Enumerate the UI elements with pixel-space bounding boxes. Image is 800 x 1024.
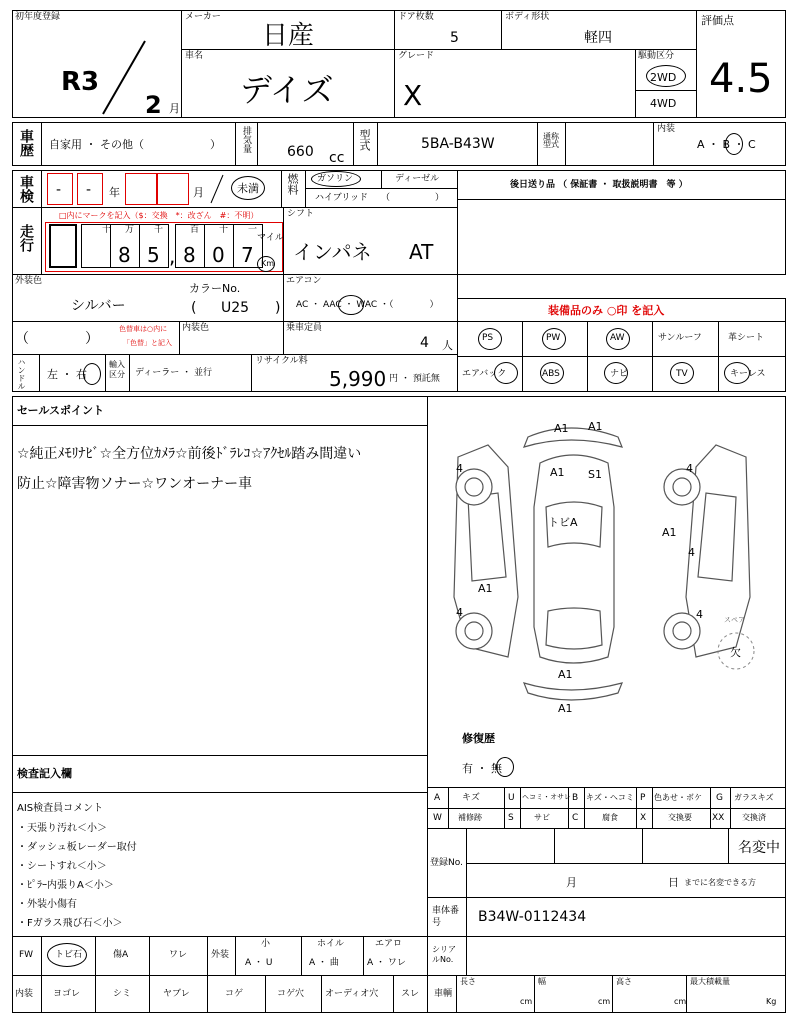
first-reg-label: 初年度登録 — [15, 12, 61, 22]
usage: 自家用 ・ その他（ ） — [49, 138, 221, 151]
equip-pw: PW — [546, 333, 561, 343]
mark: A1 — [588, 420, 603, 433]
interior-grades: A ・ B ・ C — [697, 138, 756, 151]
car-name: デイズ — [240, 71, 334, 109]
ac-cell — [283, 274, 458, 322]
fw-item: 傷A — [113, 950, 129, 960]
comment-line: ・天張り汚れ＜小＞ — [17, 823, 107, 834]
fw-item: トビ石 — [55, 950, 83, 960]
color-change-note2: 「色替」と記入 — [123, 339, 172, 347]
chassis-label: 車体番号 — [432, 906, 460, 928]
comment-title: AIS検査員コメント — [17, 803, 104, 814]
equip-abs: ABS — [542, 369, 560, 379]
mark: 4 — [688, 546, 695, 559]
registration-box — [427, 828, 786, 898]
import-label: 輸入区分 — [109, 360, 125, 379]
era-year: R3 — [61, 67, 100, 97]
color-no-label: カラーNo. — [189, 282, 241, 295]
equip-tv: TV — [676, 369, 688, 379]
equip-sunroof: サンルーフ — [658, 333, 702, 343]
inspect-month-box2 — [157, 173, 189, 205]
equip-title: 装備品のみ ○印 を記入 — [548, 304, 665, 317]
done-circle — [231, 176, 265, 200]
inspection-title: 検査記入欄 — [17, 767, 72, 780]
repair-label: 修復歴 — [462, 732, 495, 745]
fuel-gas: ガソリン — [317, 174, 354, 184]
fw-row: FW トビ石 傷A ワレ 外装 小 A ・ U ホイル A ・ 曲 エアロ A ・ ワレ — [12, 936, 428, 976]
doors-label: ドア枚数 — [398, 12, 434, 22]
spare-mark: 欠 — [730, 646, 741, 659]
drive-2wd-circle — [646, 65, 686, 87]
equip-title-cell — [457, 298, 786, 322]
grade-cell — [394, 49, 636, 118]
deadline: までに名変できる方 — [684, 878, 756, 887]
mark: A1 — [478, 582, 493, 595]
color-no: U25 — [221, 300, 250, 316]
fuel-other: （ ） — [381, 193, 445, 203]
ext-label: 外装 — [211, 950, 230, 960]
equip-aw: AW — [610, 333, 625, 343]
recycle-fee: 5,990 — [329, 367, 387, 391]
chassis-number: B34W-0112434 — [478, 909, 587, 925]
digit-cell-1: 十 — [81, 224, 111, 268]
color-change-note1: 色替車は○内に — [119, 325, 168, 333]
legend-table: A キズ U ヘコミ・オサレ B キズ・ヘコミ P 色あせ・ボケ G ガラスキズ W 補修跡 S サビ C 腐食 X 交換要 XX 交換済 — [427, 787, 786, 829]
common-type-label: 通称型式 — [543, 132, 559, 149]
serial-label: シリアルNo. — [432, 945, 456, 965]
year-unit: 年 — [109, 186, 120, 199]
color: シルバー — [71, 298, 126, 314]
ext-color-cell: 外装色 シルバー カラーNo. ( U25 ) — [12, 274, 284, 322]
handle-row — [12, 354, 458, 392]
handle-label: ハンドル — [17, 358, 26, 390]
aac-circle — [338, 295, 364, 315]
reg-day: 日 — [668, 876, 679, 889]
repair-value: 有 ・ 無 — [462, 762, 502, 775]
displacement-label: 排気量 — [241, 126, 251, 153]
equip-navi-circle — [604, 362, 628, 384]
drive-2wd: 2WD — [650, 71, 677, 84]
spare-label: スペア — [724, 616, 745, 624]
month-unit: 月 — [169, 102, 180, 115]
drive-cell — [635, 49, 697, 118]
mileage-row — [12, 207, 458, 275]
digit: 7 — [241, 243, 254, 267]
int-color-label: 内装色 — [182, 323, 210, 333]
chassis-box — [427, 897, 786, 937]
comment-line: ・外装小傷有 — [17, 899, 77, 910]
dims-label: 車輌 — [434, 989, 453, 999]
drive-4wd: 4WD — [650, 97, 677, 110]
inspection-label: 車検 — [18, 175, 34, 203]
interior-b-circle — [725, 133, 743, 155]
capacity: 4 — [420, 335, 429, 351]
mark: A1 — [550, 466, 565, 479]
fuel-label: 燃料 — [286, 173, 299, 195]
fw-chip-circle — [47, 943, 87, 967]
equip-navi: ナビ — [610, 369, 629, 379]
paren-field: （ ） — [15, 331, 99, 347]
maker: 日産 — [262, 21, 315, 51]
doors-cell — [394, 10, 502, 50]
ac-options: AC ・ AAC ・ WAC ・（ ） — [296, 300, 439, 310]
color-change-cell — [12, 321, 180, 355]
digit-cell-4: 百 8 — [175, 224, 205, 268]
mile-label: マイル — [257, 233, 284, 243]
km-label: Km — [261, 259, 275, 268]
reg-month: 2 — [145, 91, 162, 119]
km-circle — [257, 256, 275, 272]
inspect-month-box1 — [125, 173, 157, 205]
maker-label: メーカー — [185, 12, 221, 22]
mark: 4 — [686, 462, 693, 475]
cc-unit: cc — [329, 150, 345, 166]
docs: 後日送り品 （ 保証書 ・ 取扱説明書 等 ） — [510, 180, 688, 190]
fuel-hybrid: ハイブリッド — [315, 193, 369, 203]
body: 軽四 — [584, 30, 612, 46]
equip-airbag-circle — [494, 362, 518, 384]
body-label: ボディ形状 — [505, 12, 550, 22]
sales-line2: 防止☆障害物ソナー☆ワンオーナー車 — [17, 476, 253, 492]
digit: 8 — [118, 243, 131, 267]
history-row — [12, 122, 786, 166]
handle-right-circle — [83, 363, 101, 385]
handle: 左 ・ 右 — [47, 368, 87, 381]
drive-label: 駆動区分 — [638, 51, 675, 61]
capacity-cell — [283, 321, 458, 355]
mark: A1 — [554, 422, 569, 435]
equip-keyless: キーレス — [730, 369, 766, 379]
equipment-grid — [457, 321, 786, 392]
displacement: 660 — [287, 144, 314, 160]
reg-month: 月 — [566, 876, 577, 889]
serial-box — [427, 936, 786, 976]
repair-none-circle — [496, 757, 514, 777]
digit-cell-5: 十 0 — [204, 224, 234, 268]
equip-ps: PS — [482, 333, 494, 343]
mileage-mark-box — [49, 224, 77, 268]
reg-label: 登録No. — [430, 858, 463, 868]
type-label: 型式 — [358, 129, 371, 151]
int-label: 内装 — [15, 989, 34, 999]
digit: 5 — [147, 243, 160, 267]
equip-leather: 革シート — [728, 333, 765, 343]
equip-abs-circle — [540, 362, 564, 384]
digit-cell-6: 一 7 — [233, 224, 263, 268]
capacity-unit: 人 — [442, 339, 453, 352]
digit: 0 — [212, 243, 225, 267]
mark: 4 — [456, 606, 463, 619]
equip-airbag: エアバック — [462, 369, 507, 379]
name-label: 車名 — [185, 51, 204, 61]
body-cell — [501, 10, 697, 50]
score-cell — [696, 10, 786, 118]
mark: A1 — [558, 668, 573, 681]
score-label: 評価点 — [701, 14, 734, 27]
mileage-note: □内にマークを記入（$：交換 *：改ざん #：不明） — [59, 211, 259, 220]
shift-type: AT — [409, 240, 434, 264]
mark: S1 — [588, 468, 602, 481]
inspection-box — [12, 755, 428, 937]
inspection-row: 車検 - - 年 月 未満 燃料 ガソリン ディーゼル ハイブリッド （ ） — [12, 170, 458, 208]
comment-line: ・シートすれ＜小＞ — [17, 861, 107, 872]
inspection-done: 未満 — [237, 182, 259, 195]
mark: 4 — [456, 462, 463, 475]
mark: A1 — [558, 702, 573, 715]
digit-comma: , — [169, 244, 176, 268]
fw-item: ワレ — [169, 950, 188, 960]
comment-line: ・ﾋﾟﾗｰ内張りA＜小＞ — [17, 880, 114, 891]
score: 4.5 — [709, 56, 773, 102]
equip-keyless-circle — [724, 362, 750, 384]
interior-row: 内装 ヨゴレ シミ ヤブレ コゲ コゲ穴 オーディオ穴 スレ — [12, 975, 428, 1013]
ext-color-label: 外装色 — [15, 276, 43, 286]
shift-position: インパネ — [293, 240, 372, 264]
sales-points-box — [12, 396, 428, 756]
mileage-label: 走行 — [18, 224, 34, 252]
interior-label: 内装 — [657, 124, 676, 134]
digit-cell-3: 千 5 — [139, 224, 169, 268]
digit-cell-2: 万 8 — [110, 224, 140, 268]
mark: 4 — [696, 608, 703, 621]
grade-label: グレード — [398, 51, 435, 61]
mark: トビA — [548, 516, 578, 529]
grade: X — [403, 79, 423, 112]
doors: 5 — [450, 30, 459, 46]
recycle-label: リサイクル料 — [255, 356, 308, 366]
deposit: ・ 預託無 — [401, 374, 440, 384]
docs-cell — [457, 170, 786, 275]
first-registration-cell — [12, 10, 182, 118]
equip-aw-circle — [606, 328, 630, 350]
diagram-box — [427, 396, 786, 788]
mark: A1 — [662, 526, 677, 539]
import: ディーラー ・ 並行 — [135, 368, 213, 378]
equip-pw-circle — [542, 328, 566, 350]
model-type: 5BA-B43W — [421, 136, 495, 152]
ac-label: エアコン — [286, 276, 322, 286]
name-cell — [181, 49, 395, 118]
equip-tv-circle — [670, 362, 694, 384]
shift-label: シフト — [287, 209, 315, 219]
sales-line1: ☆純正ﾒﾓﾘﾅﾋﾞ☆全方位ｶﾒﾗ☆前後ﾄﾞﾗﾚｺ☆ｱｸｾﾙ踏み間違い — [17, 446, 362, 462]
comment-line: ・Fガラス飛び石＜小＞ — [17, 918, 123, 929]
dims-row: 車輌 長さ cm 幅 cm 高さ cm 最大積載量 Kg — [427, 975, 786, 1013]
int-color-cell — [179, 321, 284, 355]
history-label: 車歴 — [18, 129, 34, 157]
capacity-label: 乗車定員 — [286, 323, 323, 333]
comment-line: ・ダッシュ板レーダー取付 — [17, 842, 137, 853]
fuel-gas-circle — [311, 171, 361, 187]
digit: 8 — [183, 243, 196, 267]
fuel-diesel: ディーゼル — [395, 174, 440, 184]
yen-unit: 円 — [389, 374, 399, 384]
sales-title: セールスポイント — [17, 404, 105, 417]
month-unit2: 月 — [193, 186, 204, 199]
fw-label: FW — [19, 950, 34, 960]
equip-ps-circle — [478, 328, 502, 350]
maker-cell — [181, 10, 395, 50]
name-change: 名変中 — [738, 840, 780, 856]
